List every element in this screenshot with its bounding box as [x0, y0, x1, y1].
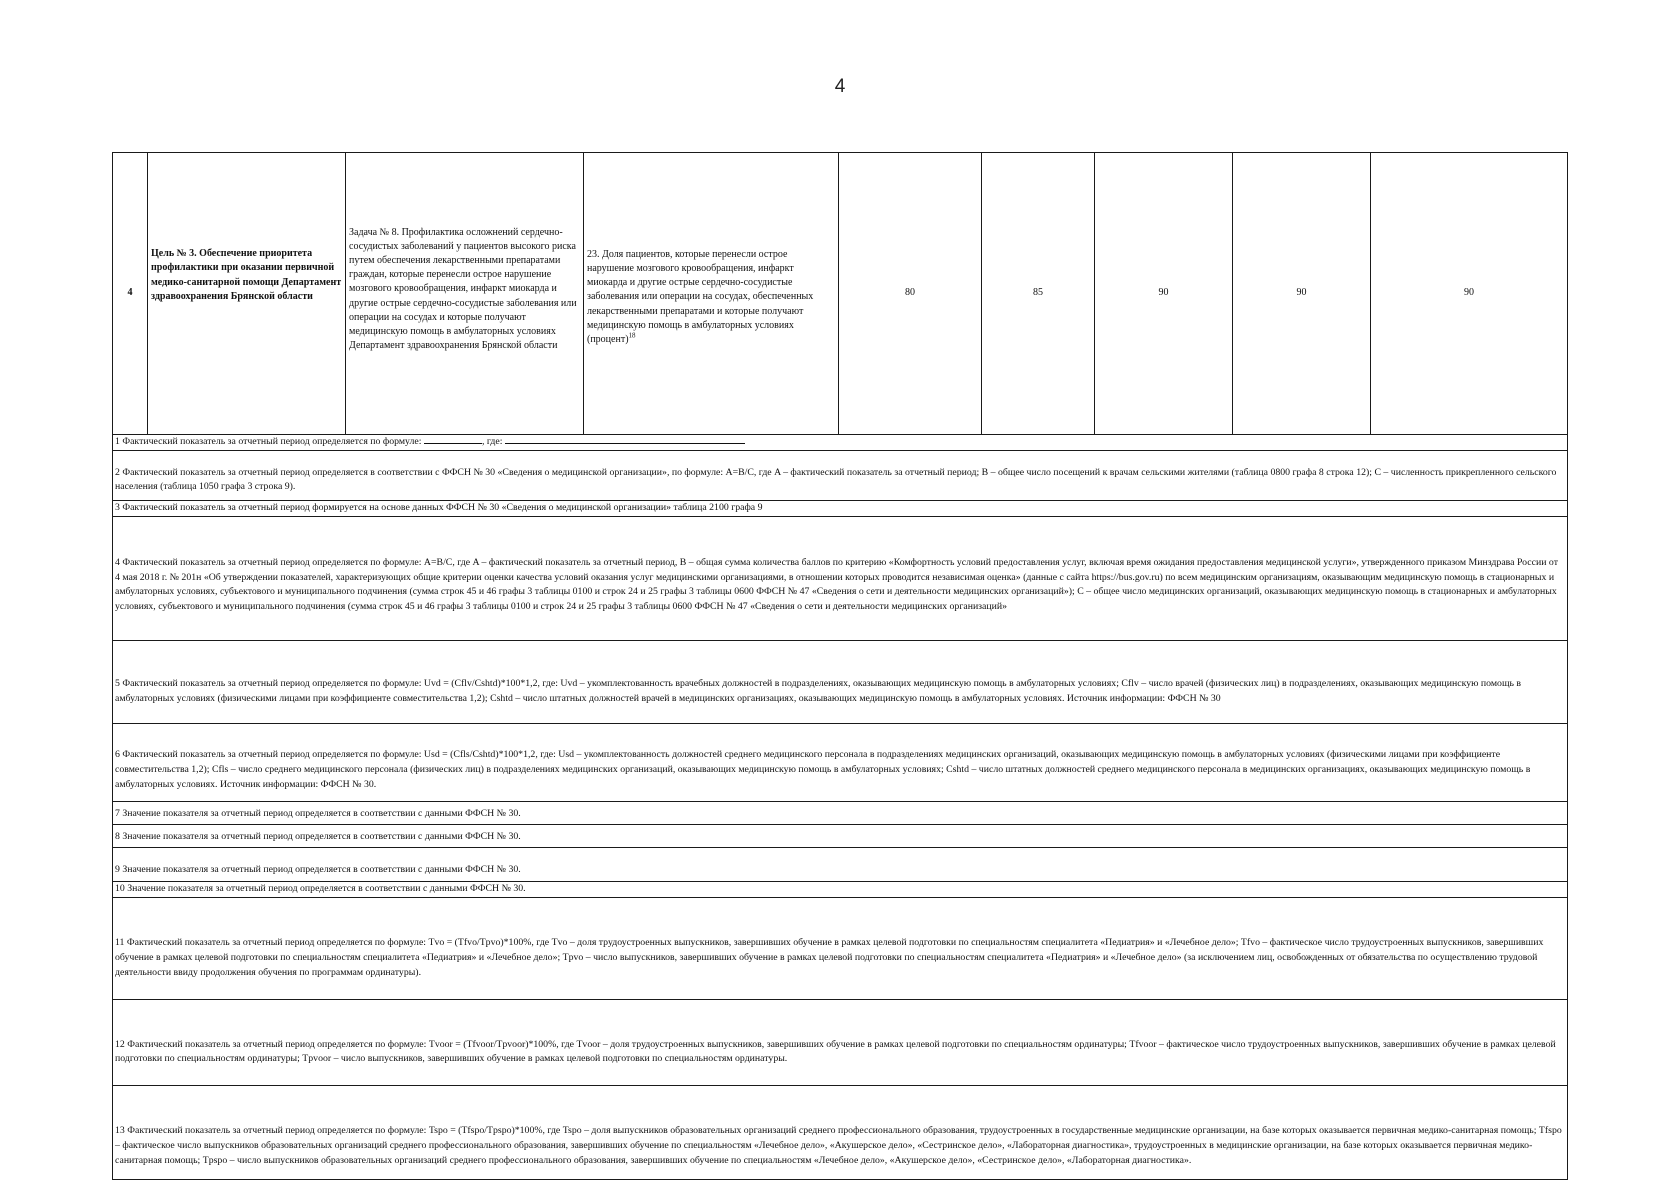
blank-line: [424, 435, 482, 444]
footnote-row: [113, 640, 1568, 723]
value-2023: 90: [1233, 153, 1371, 435]
footnote-row: [113, 435, 1568, 451]
value-2024: 90: [1371, 153, 1568, 435]
value-2022: 90: [1095, 153, 1233, 435]
footnote-text: 2 Фактический показатель за отчетный период определяется в соответствии с ФФСН № 30 «Сведения о медицинской организации», по формуле: A=B/C, где A – фактический показатель за отчетный период; B – общее число посещений к врачам сельскими жителями (таблица 0800 графа 8 строка 12); C – численность прикрепленного сельского населения (таблица 1050 графа 3 строка 9).: [115, 466, 1557, 493]
footnote-text: 11 Фактический показатель за отчетный период определяется по формуле: Tvo = (Tfvo/Tpvo)*100%, где Tvo – доля трудоустроенных выпускников, завершивших обучение в рамках целевой подготовки по специальностям специалитета «Педиатрия» и «Лечебное дело»; Tfvo – фактическое число трудоустроенных выпускников, завершивших обучение в рамках целевой подготовки по специальностям специалитета «Педиатрия» и «Лечебное дело»; Tpvo – число выпускников, завершивших обучение в рамках целевой подготовки по специальностям специалитета «Педиатрия» и «Лечебное дело» (за исключением лиц, освобожденных от обязательства по осуществлению трудовой деятельности ввиду продолжения обучения по программам ординатуры).: [115, 937, 1544, 978]
task-cell: [346, 153, 584, 435]
footnote-row: [113, 999, 1568, 1085]
footnote-row: [113, 500, 1568, 516]
footnote-text: 8 Значение показателя за отчетный период определяется в соответствии с данными ФФСН № 30.: [115, 831, 521, 843]
blank-line: [505, 435, 745, 444]
footnote-row: [113, 897, 1568, 999]
footnote-tail: , где:: [481, 436, 503, 447]
indicator-cell: [584, 153, 839, 435]
footnote-text: 7 Значение показателя за отчетный период определяется в соответствии с данными ФФСН № 30.: [115, 808, 521, 820]
footnote-text: 1 Фактический показатель за отчетный период определяется по формуле:: [115, 436, 422, 447]
indicator-text: 23. Доля пациентов, которые перенесли острое нарушение мозгового кровообращения, инфаркт миокарда и другие острые сердечно-сосудистые заболевания или операции на сосудах, обеспеченных лекарственными препаратами и которые получают медицинскую помощь в амбулаторных условиях (процент): [587, 248, 814, 345]
value-2020: 80: [839, 153, 982, 435]
footnote-text: 6 Фактический показатель за отчетный период определяется по формуле: Usd = (Cfls/Cshtd)*100*1,2, где: Usd – укомплектованность должностей среднего медицинского персонала в подразделениях медицинских организаций, оказывающих медицинскую помощь в амбулаторных условиях (физическими лицами при коэффициенте совместительства 1,2); Cfls – число среднего медицинского персонала (физических лиц) в подразделениях медицинских организаций, оказывающих медицинскую помощь в амбулаторных условиях; Cshtd – число штатных должностей среднего медицинского персонала в медицинских организациях, оказывающих медицинскую помощь в амбулаторных условиях. Источник информации: ФФСН № 30.: [115, 749, 1531, 790]
footnote-text: 5 Фактический показатель за отчетный период определяется по формуле: Uvd = (Cflv/Cshtd)*100*1,2, где: Uvd – укомплектованность врачебных должностей в подразделениях, оказывающих медицинскую помощь в амбулаторных условиях; Cflv – число врачей (физических лиц) в подразделениях, оказывающих медицинскую помощь в амбулаторных условиях (физическими лицами при коэффициенте совместительства 1,2); Cshtd – число штатных должностей врачей в медицинских организациях, оказывающих медицинскую помощь в амбулаторных условиях. Источник информации: ФФСН № 30: [115, 678, 1522, 704]
footnote-ref: 18: [628, 331, 636, 340]
value-2021: 85: [982, 153, 1095, 435]
page-number: 4: [834, 76, 846, 97]
footnote-text: 9 Значение показателя за отчетный период определяется в соответствии с данными ФФСН № 30.: [115, 864, 521, 876]
footnote-row: [113, 801, 1568, 824]
footnote-row: [113, 847, 1568, 881]
footnote-row: [113, 450, 1568, 500]
footnote-row: [113, 881, 1568, 897]
table-row: [113, 153, 1568, 435]
footnote-row: [113, 516, 1568, 640]
footnote-text: 12 Фактический показатель за отчетный период определяется по формуле: Tvoor = (Tfvoor/Tpvoor)*100%, где Tvoor – доля трудоустроенных выпускников, завершивших обучение в рамках целевой подготовки по специальностям ординатуры; Tfvoor – фактическое число трудоустроенных выпускников, завершивших обучение в рамках целевой подготовки по специальностям ординатуры; Tpvoor – число выпускников, завершивших обучение в рамках целевой подготовки по специальностям ординатуры.: [115, 1038, 1556, 1065]
footnote-row: [113, 824, 1568, 847]
indicators-table: [112, 152, 1568, 1180]
footnote-row: [113, 723, 1568, 801]
footnote-text: 4 Фактический показатель за отчетный период определяется по формуле: A=B/C, где A – фактический показатель за отчетный период, B – общая сумма количества баллов по критерию «Комфортность условий предоставления услуг, включая время ожидания предоставления медицинской услуги», утвержденного приказом Минздрава России от 4 мая 2018 г. № 201н «Об утверждении показателей, характеризующих общие критерии оценки качества условий оказания услуг медицинскими организациями, в отношении которых проводится независимая оценка» (данные с сайта https://bus.gov.ru) по всем медицинским организациям, оказывающим медицинскую помощь в стационарных и амбулаторных условиях, субъектового и муниципального подчинения (сумма строк 45 и 46 графы 3 таблицы 0100 и строк 24 и 25 графы 3 таблицы 0600 ФФСН № 47 «Сведения о сети и деятельности медицинских организаций»); C – общее число медицинских организаций, оказывающих медицинскую помощь в стационарных и амбулаторных условиях, субъектового и муниципального подчинения (сумма строк 45 и 46 графы 3 таблицы 0100 и строк 24 и 25 графы 3 таблицы 0600 ФФСН № 47 «Сведения о сети и деятельности медицинских организаций»: [115, 556, 1558, 612]
footnote-text: 3 Фактический показатель за отчетный период формируется на основе данных ФФСН № 30 «Сведения о медицинской организации» таблица 2100 графа 9: [115, 501, 763, 513]
footnote-text: 13 Фактический показатель за отчетный период определяется по формуле: Tspo = (Tfspo/Tpspo)*100%, где Tspo – доля выпускников образовательных организаций среднего профессионального образования, трудоустроенных в государственные медицинские организации, на базе которых оказывается первичная медико-санитарная помощь; Tfspo – фактическое число выпускников образовательных организаций среднего профессионального образования, завершивших обучение по специальностям «Лечебное дело», «Акушерское дело», «Сестринское дело», «Лабораторная диагностика», трудоустроенных в медицинские организации, на базе которых оказывается первичная медико-санитарная помощь; Tpspo – число выпускников образовательных организаций среднего профессионального образования, завершивших обучение по специальностям «Лечебное дело», «Акушерское дело», «Сестринское дело», «Лабораторная диагностика».: [115, 1125, 1562, 1166]
footnote-text: 10 Значение показателя за отчетный период определяется в соответствии с данными ФФСН № 30.: [115, 882, 526, 894]
goal-text: Цель № 3. Обеспечение приоритета профилактики при оказании первичной медико-санитарной помощи Департамент здравоохранения Брянской области: [151, 248, 342, 302]
goal-cell: [148, 153, 346, 435]
task-text: Задача № 8. Профилактика осложнений сердечно-сосудистых заболеваний у пациентов высокого риска путем обеспечения лекарственными препаратами граждан, которые перенесли острое нарушение мозгового кровообращения, инфаркт миокарда и другие острые сердечно-сосудистые заболевания или операции на сосудах и которые получают медицинскую помощь в амбулаторных условиях Департамент здравоохранения Брянской области: [349, 226, 577, 352]
footnote-row: [113, 1085, 1568, 1179]
row-number: 4: [113, 153, 148, 435]
